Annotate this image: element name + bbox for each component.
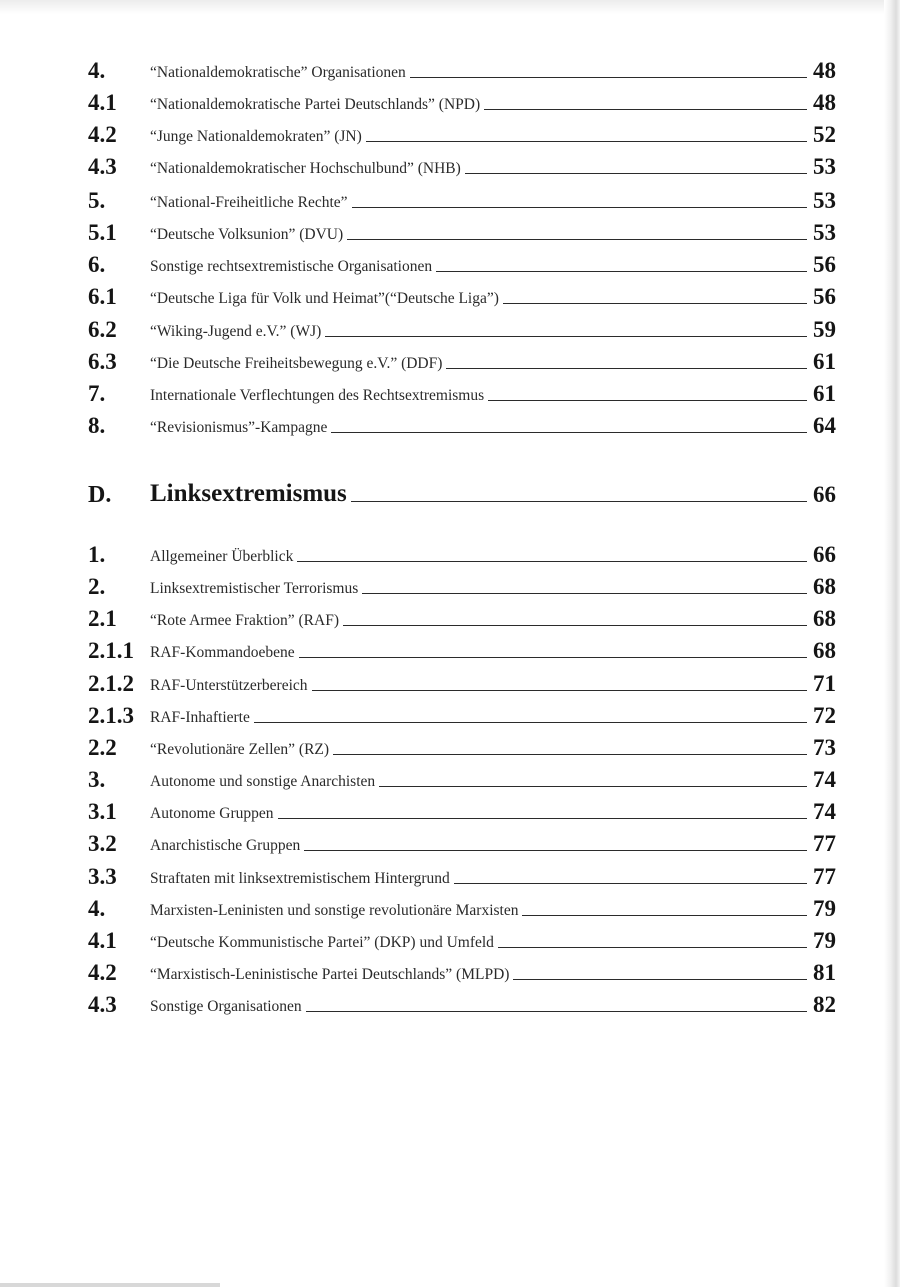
toc-page-number: 68: [813, 606, 836, 631]
toc-number: 4.3: [88, 992, 117, 1017]
dot-leader: [446, 368, 807, 369]
toc-entry[interactable]: [88, 731, 836, 761]
dot-leader: [513, 979, 807, 980]
toc-title: “National-Freiheitliche Rechte”: [150, 194, 348, 211]
toc-number: 2.1.3: [88, 703, 134, 728]
toc-entry[interactable]: [88, 118, 836, 148]
toc-number: 4.: [88, 58, 106, 83]
toc-number: 4.1: [88, 928, 117, 953]
toc-entry[interactable]: [88, 54, 836, 84]
toc-page-number: 61: [813, 349, 836, 374]
dot-leader: [366, 141, 807, 142]
dot-leader: [306, 1011, 807, 1012]
toc-title: RAF-Kommandoebene: [150, 644, 295, 661]
toc-page-number: 68: [813, 638, 836, 663]
toc-entry[interactable]: [88, 538, 836, 568]
toc-entry[interactable]: [88, 667, 836, 697]
toc-page-number: 68: [813, 574, 836, 599]
toc-number: 3.1: [88, 799, 117, 824]
toc-title: Anarchistische Gruppen: [150, 837, 301, 854]
toc-page-number: 53: [813, 188, 836, 213]
toc-number: 6.: [88, 252, 106, 277]
toc-page-number: 66: [813, 482, 836, 507]
toc-entry[interactable]: [88, 248, 836, 278]
toc-title: “Deutsche Liga für Volk und Heimat”(“Deutsche Liga”): [150, 290, 499, 307]
page-edge: [884, 0, 900, 1287]
dot-leader: [522, 915, 807, 916]
toc-entry[interactable]: [88, 924, 836, 954]
toc-number: 3.2: [88, 831, 117, 856]
toc-number: 4.2: [88, 960, 117, 985]
toc-number: 8.: [88, 413, 106, 438]
toc-number: 2.1.2: [88, 671, 134, 696]
toc-entry[interactable]: [88, 763, 836, 793]
toc-page-number: 53: [813, 154, 836, 179]
toc-title: RAF-Inhaftierte: [150, 709, 250, 726]
toc-title: Straftaten mit linksextremistischem Hintergrund: [150, 870, 450, 887]
toc-page-number: 59: [813, 317, 836, 342]
toc-entry[interactable]: [88, 313, 836, 343]
toc-number: 2.1: [88, 606, 117, 631]
toc-page-number: 77: [813, 831, 836, 856]
toc-page-number: 61: [813, 381, 836, 406]
toc-page-number: 73: [813, 735, 836, 760]
toc-number: 6.3: [88, 349, 117, 374]
toc-title: Allgemeiner Überblick: [150, 548, 294, 565]
dot-leader: [362, 593, 807, 594]
dot-leader: [351, 501, 807, 502]
dot-leader: [278, 818, 807, 819]
toc-number: 3.3: [88, 864, 117, 889]
toc-entry[interactable]: [88, 86, 836, 116]
toc-page-number: 56: [813, 252, 836, 277]
scan-top-shade: [0, 0, 900, 14]
toc-title: Linksextremistischer Terrorismus: [150, 580, 359, 597]
toc-number: 2.: [88, 574, 106, 599]
dot-leader: [325, 336, 807, 337]
toc-page-number: 64: [813, 413, 836, 438]
toc-title: Autonome Gruppen: [150, 805, 274, 822]
toc-entry[interactable]: [88, 827, 836, 857]
toc-page-number: 52: [813, 122, 836, 147]
toc-entry[interactable]: [88, 795, 836, 825]
toc-number: 4.2: [88, 122, 117, 147]
dot-leader: [498, 947, 807, 948]
toc-title: “Junge Nationaldemokraten” (JN): [150, 128, 362, 145]
toc-entry[interactable]: [88, 956, 836, 986]
toc-page-number: 72: [813, 703, 836, 728]
toc-page-number: 71: [813, 671, 836, 696]
dot-leader: [352, 207, 807, 208]
toc-page-number: 74: [813, 799, 836, 824]
toc-title: Sonstige rechtsextremistische Organisationen: [150, 258, 433, 275]
dot-leader: [312, 690, 807, 691]
dot-leader: [503, 303, 807, 304]
toc-entry[interactable]: [88, 699, 836, 729]
toc-entry[interactable]: [88, 634, 836, 664]
toc-number: 5.: [88, 188, 106, 213]
toc-page-number: 66: [813, 542, 836, 567]
toc-entry[interactable]: [88, 150, 836, 180]
toc-number: 4.1: [88, 90, 117, 115]
toc-title: “Rote Armee Fraktion” (RAF): [150, 612, 339, 629]
toc-title: RAF-Unterstützerbereich: [150, 677, 308, 694]
toc-number: 2.1.1: [88, 638, 134, 663]
toc-title: “Wiking-Jugend e.V.” (WJ): [150, 323, 322, 340]
toc-entry[interactable]: [88, 892, 836, 922]
toc-title: “Nationaldemokratische Partei Deutschlands” (NPD): [150, 96, 481, 113]
dot-leader: [333, 754, 807, 755]
toc-number: 4.3: [88, 154, 117, 179]
dot-leader: [484, 109, 807, 110]
dot-leader: [297, 561, 807, 562]
toc-entry[interactable]: [88, 184, 836, 214]
toc-entry[interactable]: [88, 377, 836, 407]
toc-number: 6.2: [88, 317, 117, 342]
toc-title: “Nationaldemokratische” Organisationen: [150, 64, 406, 81]
toc-entry[interactable]: [88, 345, 836, 375]
toc-number: 1.: [88, 542, 106, 567]
toc-entry[interactable]: [88, 988, 836, 1018]
toc-page-number: 81: [813, 960, 836, 985]
toc-number: 5.1: [88, 220, 117, 245]
chapter-title: Linksextremismus: [150, 480, 347, 507]
dot-leader: [347, 239, 807, 240]
dot-leader: [454, 883, 807, 884]
dot-leader: [254, 722, 807, 723]
toc-entry[interactable]: [88, 860, 836, 890]
toc-page-number: 48: [813, 58, 836, 83]
toc-entry[interactable]: [88, 216, 836, 246]
dot-leader: [488, 400, 807, 401]
toc-title: “Die Deutsche Freiheitsbewegung e.V.” (DDF): [150, 355, 443, 372]
toc-number: 7.: [88, 381, 106, 406]
toc-title: Internationale Verflechtungen des Rechtsextremismus: [150, 387, 485, 404]
toc-page-number: 48: [813, 90, 836, 115]
toc-number: 4.: [88, 896, 106, 921]
dot-leader: [299, 657, 807, 658]
toc-page-number: 53: [813, 220, 836, 245]
dot-leader: [410, 77, 807, 78]
toc-page-number: 77: [813, 864, 836, 889]
toc-title: “Deutsche Kommunistische Partei” (DKP) und Umfeld: [150, 934, 494, 951]
toc-title: Sonstige Organisationen: [150, 998, 302, 1015]
toc-title: “Deutsche Volksunion” (DVU): [150, 226, 344, 243]
toc-number: 6.1: [88, 284, 117, 309]
toc-title: Marxisten-Leninisten und sonstige revolutionäre Marxisten: [150, 902, 519, 919]
dot-leader: [331, 432, 807, 433]
toc-page-number: 56: [813, 284, 836, 309]
toc-number: 2.2: [88, 735, 117, 760]
toc-entry[interactable]: [88, 602, 836, 632]
dot-leader: [304, 850, 807, 851]
toc-title: “Marxistisch-Leninistische Partei Deutschlands” (MLPD): [150, 966, 510, 983]
toc-page-number: 82: [813, 992, 836, 1017]
toc-entry[interactable]: [88, 409, 836, 439]
toc-title: “Nationaldemokratischer Hochschulbund” (NHB): [150, 160, 461, 177]
dot-leader: [343, 625, 807, 626]
toc-page-number: 79: [813, 928, 836, 953]
toc-entry[interactable]: [88, 280, 836, 310]
toc-number: 3.: [88, 767, 106, 792]
dot-leader: [436, 271, 807, 272]
toc-title: “Revisionismus”-Kampagne: [150, 419, 328, 436]
scan-bottom-shade: [0, 1283, 220, 1287]
toc-entry[interactable]: [88, 570, 836, 600]
toc-chapter-heading[interactable]: [88, 474, 836, 508]
toc-page-number: 74: [813, 767, 836, 792]
toc-title: “Revolutionäre Zellen” (RZ): [150, 741, 330, 758]
toc-title: Autonome und sonstige Anarchisten: [150, 773, 376, 790]
dot-leader: [465, 173, 807, 174]
toc-page-number: 79: [813, 896, 836, 921]
chapter-letter: D.: [88, 482, 112, 508]
dot-leader: [379, 786, 807, 787]
